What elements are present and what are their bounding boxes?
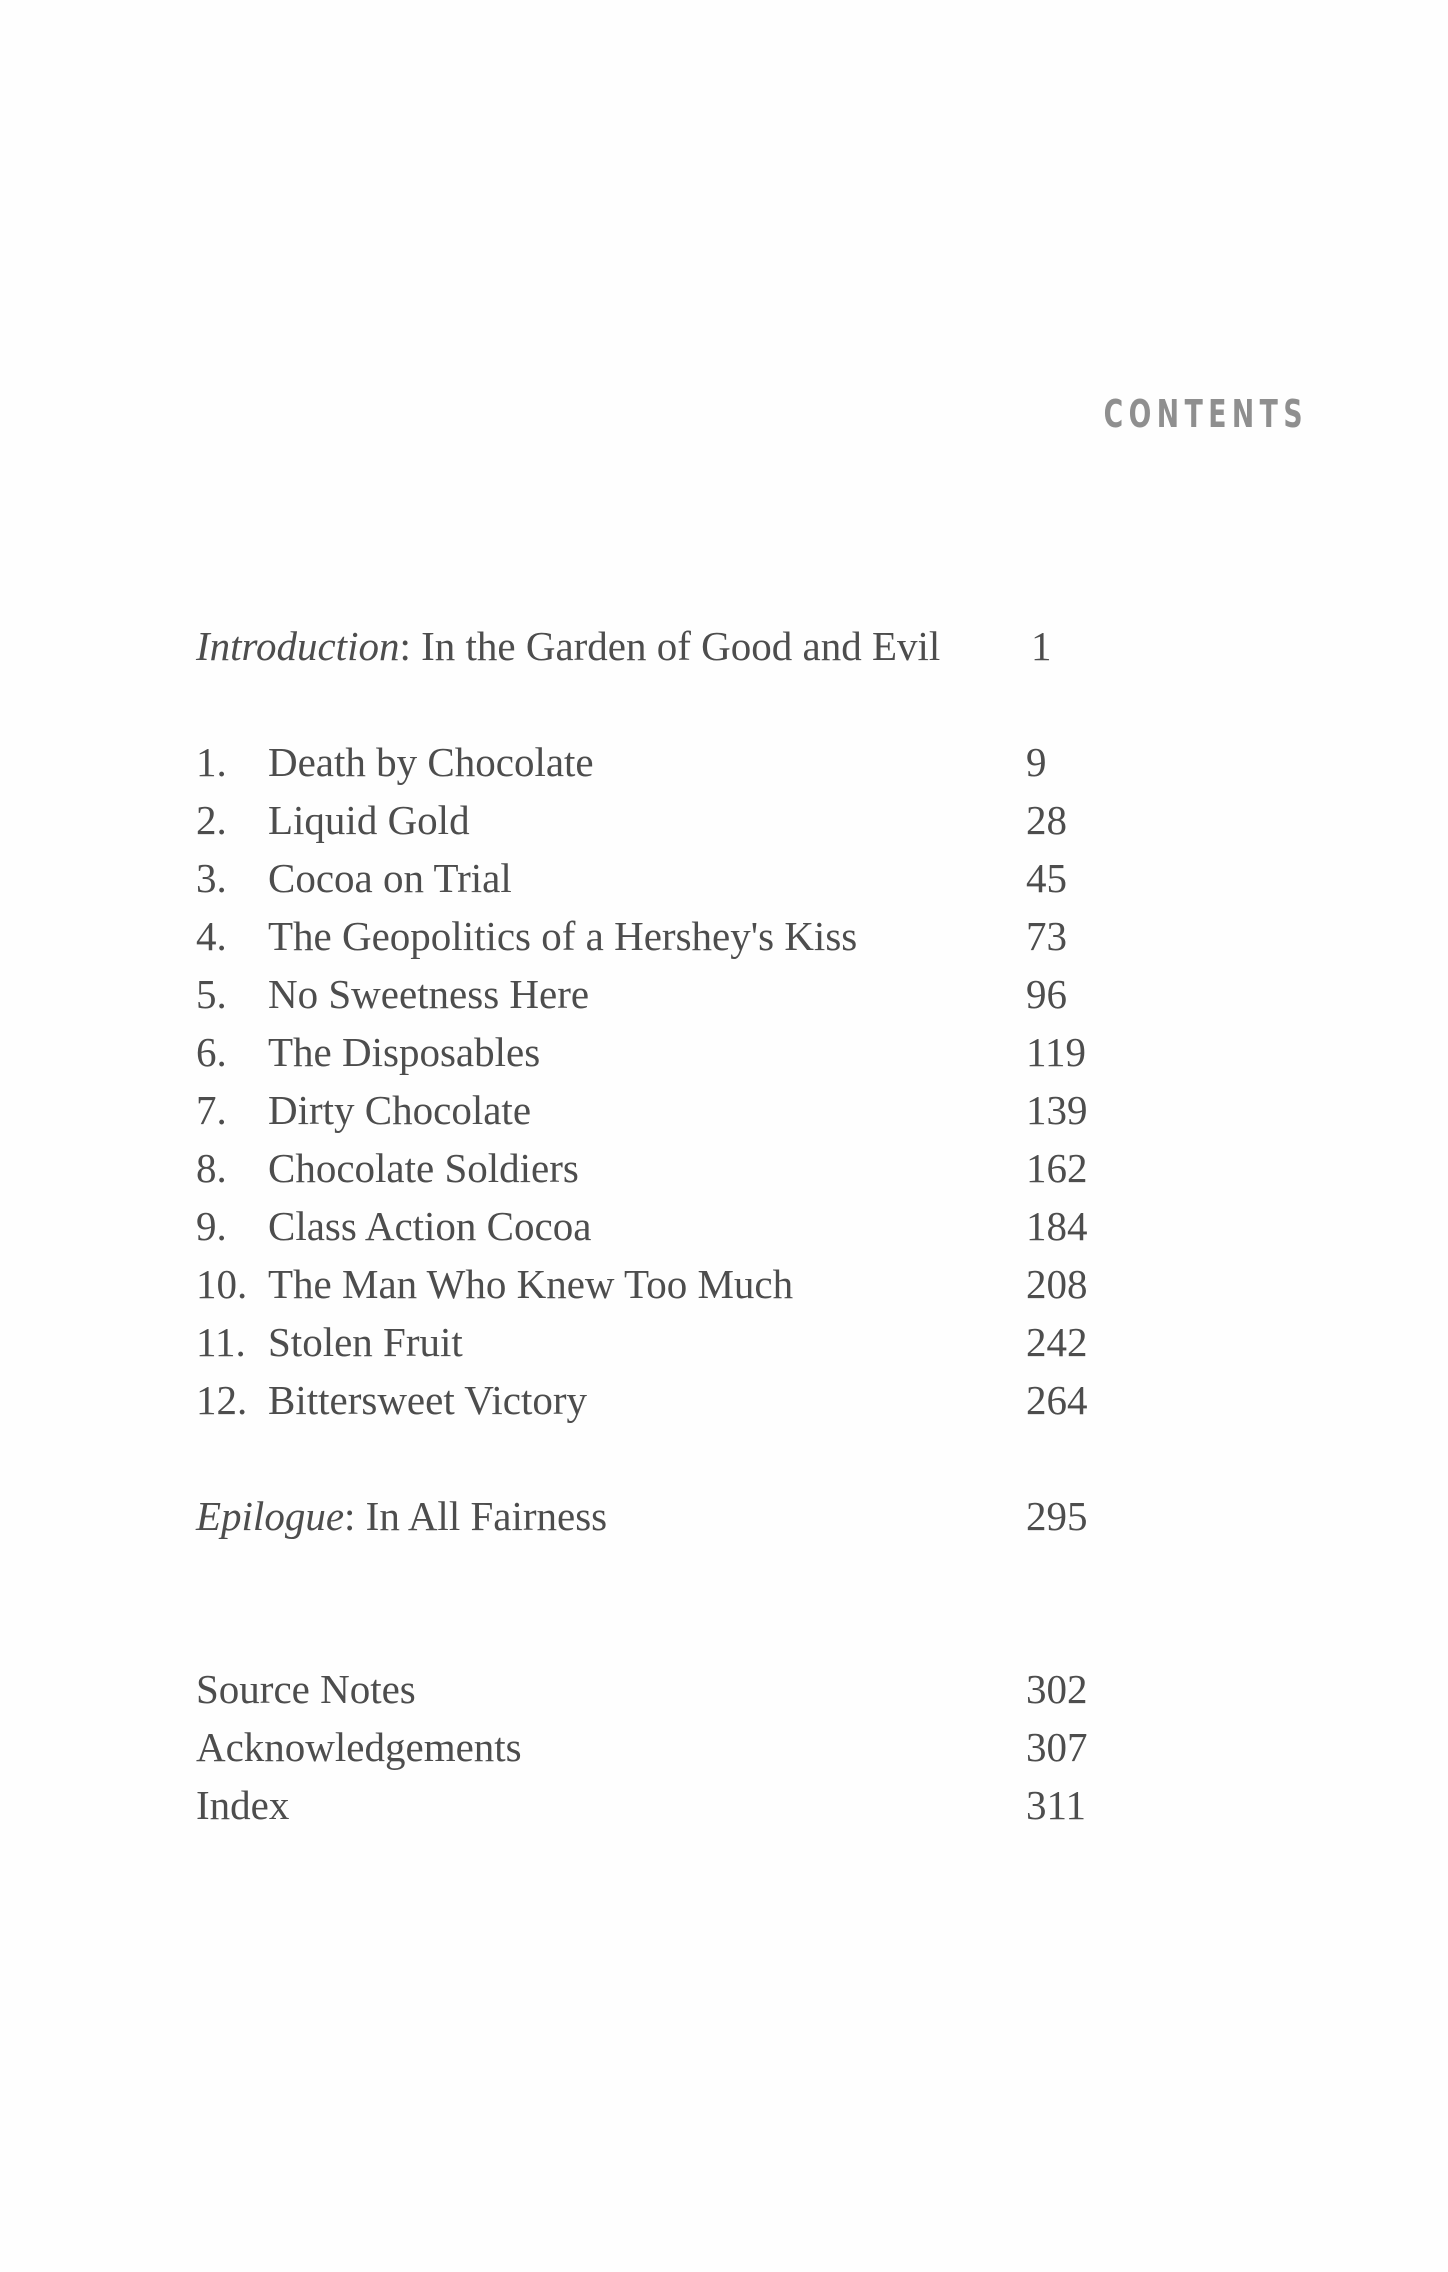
chapter-page-number: 96 — [1026, 971, 1067, 1017]
chapter-number: 12. — [196, 1377, 248, 1423]
chapter-number: 8. — [196, 1145, 227, 1191]
backmatter-page-number: 307 — [1026, 1724, 1088, 1770]
backmatter-page-number: 311 — [1026, 1782, 1086, 1828]
toc-entry-chapter — [196, 1255, 1086, 1313]
chapter-page-number: 28 — [1026, 797, 1067, 843]
chapter-page-number: 45 — [1026, 855, 1067, 901]
toc-entry-chapter — [196, 791, 1086, 849]
entry-title — [196, 617, 940, 675]
chapter-number: 6. — [196, 1029, 227, 1075]
entry-title-text: : In All Fairness — [344, 1493, 608, 1539]
toc-entry-backmatter — [196, 1718, 1086, 1776]
toc-entry-chapter — [196, 1197, 1086, 1255]
backmatter-title: Index — [196, 1782, 290, 1828]
toc-entry-chapter — [196, 1023, 1086, 1081]
chapter-number: 3. — [196, 855, 227, 901]
toc-entry-epilogue — [196, 1487, 1086, 1545]
chapter-number: 1. — [196, 739, 227, 785]
chapter-title: The Man Who Knew Too Much — [268, 1261, 794, 1307]
toc-entry-chapter — [196, 965, 1086, 1023]
toc-entry-chapter — [196, 907, 1086, 965]
backmatter-page-number: 302 — [1026, 1666, 1088, 1712]
toc-entry-chapter — [196, 1081, 1086, 1139]
chapter-page-number: 184 — [1026, 1203, 1088, 1249]
chapter-number: 4. — [196, 913, 227, 959]
toc-entry-chapter — [196, 1139, 1086, 1197]
chapter-title: Dirty Chocolate — [268, 1087, 532, 1133]
toc-entry-backmatter — [196, 1776, 1086, 1834]
entry-title-text: : In the Garden of Good and Evil — [399, 623, 941, 669]
chapter-title: Cocoa on Trial — [268, 855, 512, 901]
chapter-number: 9. — [196, 1203, 227, 1249]
chapter-page-number: 242 — [1026, 1319, 1088, 1365]
entry-title — [196, 1487, 607, 1545]
chapter-page-number: 119 — [1026, 1029, 1086, 1075]
backmatter-title: Source Notes — [196, 1666, 416, 1712]
chapter-number: 11. — [196, 1319, 246, 1365]
chapter-page-number: 9 — [1026, 739, 1047, 785]
chapter-number: 10. — [196, 1261, 248, 1307]
chapter-number: 7. — [196, 1087, 227, 1133]
chapter-page-number: 162 — [1026, 1145, 1088, 1191]
chapter-page-number: 73 — [1026, 913, 1067, 959]
chapter-number: 2. — [196, 797, 227, 843]
toc-entry-introduction — [196, 617, 1086, 675]
chapter-title: The Geopolitics of a Hershey's Kiss — [268, 913, 858, 959]
toc-entry-chapter — [196, 1313, 1086, 1371]
chapter-title: Stolen Fruit — [268, 1319, 463, 1365]
chapter-page-number: 139 — [1026, 1087, 1088, 1133]
chapter-page-number: 208 — [1026, 1261, 1088, 1307]
chapter-title: Chocolate Soldiers — [268, 1145, 579, 1191]
chapter-title: Death by Chocolate — [268, 739, 594, 785]
chapter-number: 5. — [196, 971, 227, 1017]
entry-label: Epilogue — [196, 1493, 345, 1539]
chapter-page-number: 264 — [1026, 1377, 1088, 1423]
entry-page-number: 295 — [1026, 1493, 1088, 1539]
contents-heading: CONTENTS — [1103, 392, 1308, 436]
chapter-title: Liquid Gold — [268, 797, 470, 843]
chapter-title: Class Action Cocoa — [268, 1203, 592, 1249]
chapter-title: Bittersweet Victory — [268, 1377, 588, 1423]
chapter-title: The Disposables — [268, 1029, 541, 1075]
toc-entry-chapter — [196, 1371, 1086, 1429]
toc-entry-chapter — [196, 733, 1086, 791]
chapter-title: No Sweetness Here — [268, 971, 590, 1017]
entry-page-number: 1 — [1031, 623, 1052, 669]
toc-entry-backmatter — [196, 1660, 1086, 1718]
backmatter-title: Acknowledgements — [196, 1724, 522, 1770]
toc-entry-chapter — [196, 849, 1086, 907]
entry-label: Introduction — [196, 623, 400, 669]
